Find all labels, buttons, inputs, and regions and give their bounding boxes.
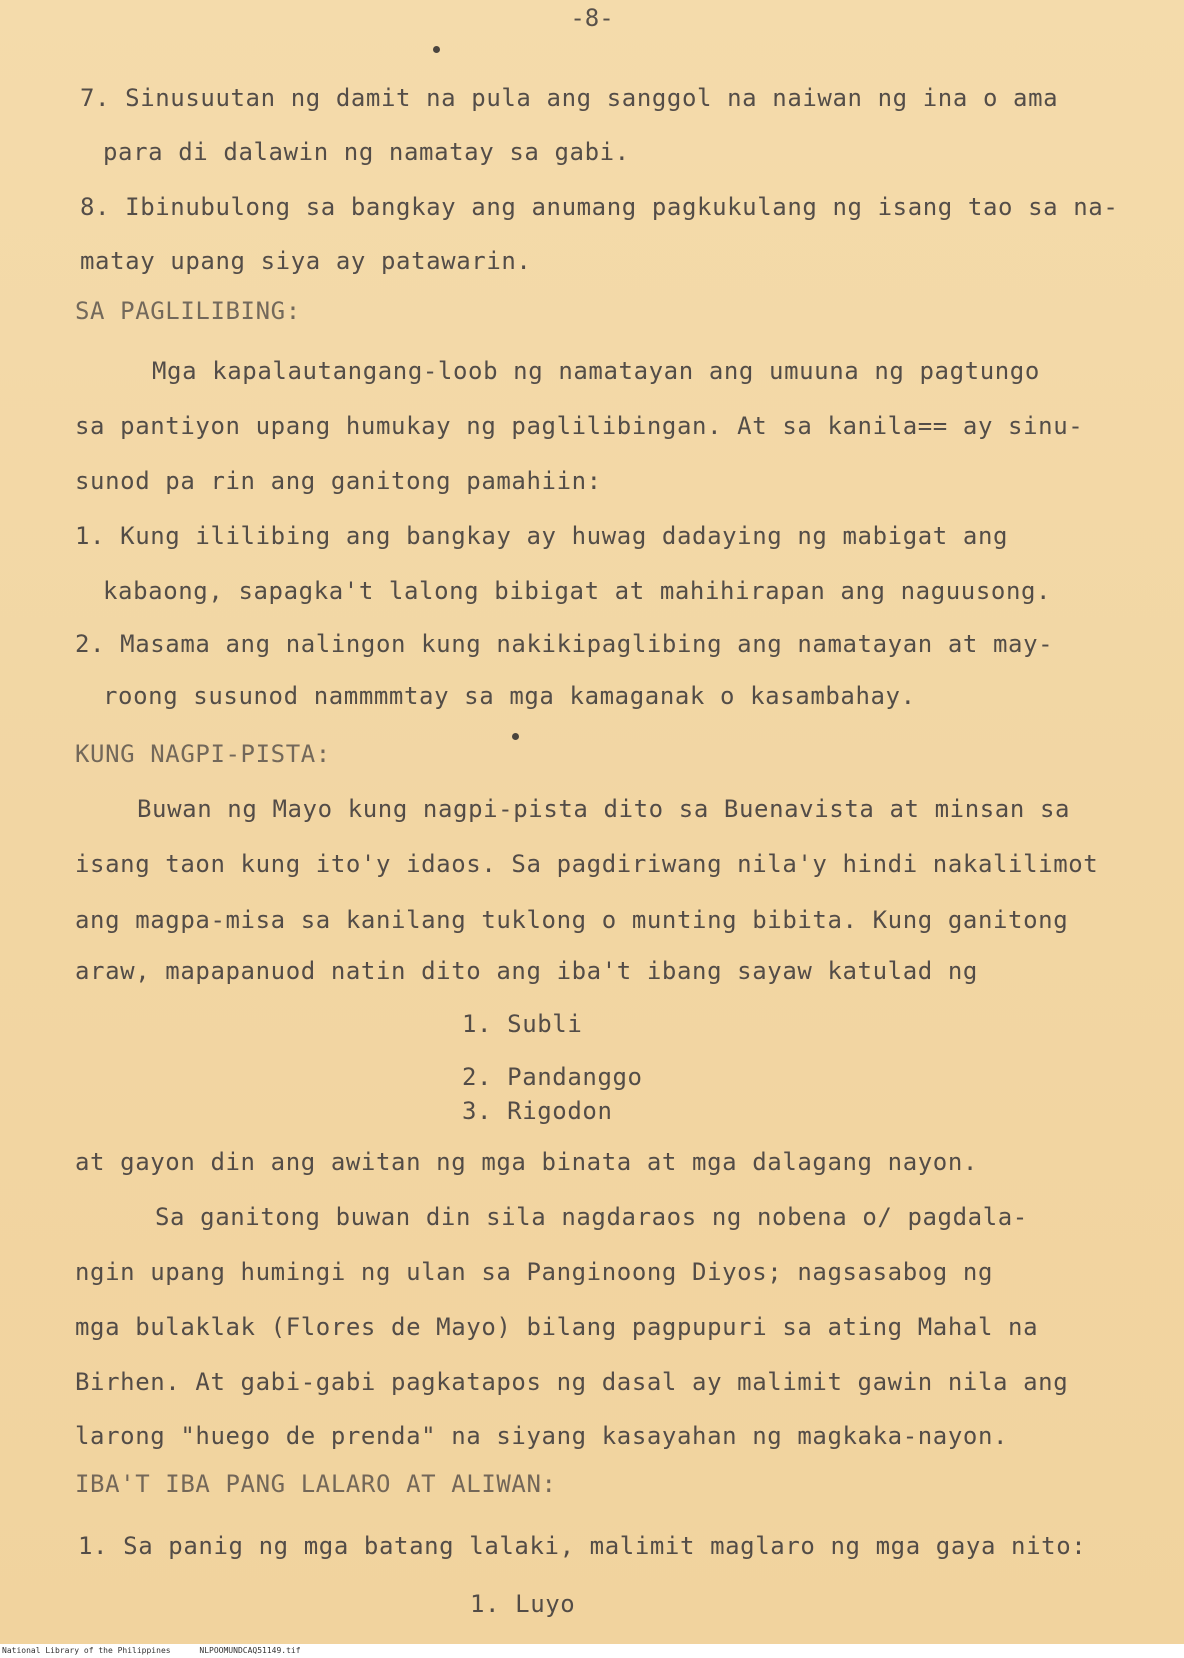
list-item: 1. Luyo — [470, 1590, 576, 1618]
text-line: sunod pa rin ang ganitong pamahiin: — [75, 467, 602, 495]
text-line: ang magpa-misa sa kanilang tuklong o munting bibita. Kung ganitong — [75, 906, 1069, 934]
text-line: 7. Sinusuutan ng damit na pula ang sanggol na naiwan ng ina o ama — [80, 84, 1059, 112]
text-line: ngin upang humingi ng ulan sa Panginoong Diyos; nagsasabog ng — [75, 1258, 994, 1286]
ink-dot — [512, 733, 519, 740]
ink-dot — [433, 46, 440, 53]
text-line: 2. Masama ang nalingon kung nakikipaglibing ang namatayan at may- — [75, 630, 1054, 658]
list-item-dance: 2. Pandanggo — [462, 1063, 643, 1091]
text-line: kabaong, sapagka't lalong bibigat at mahihirapan ang naguusong. — [103, 577, 1052, 605]
text-line: Birhen. At gabi-gabi pagkatapos ng dasal ay malimit gawin nila ang — [75, 1368, 1069, 1396]
section-heading: KUNG NAGPI-PISTA: — [75, 740, 331, 768]
section-heading: SA PAGLILIBING: — [75, 297, 301, 325]
section-heading: IBA'T IBA PANG LALARO AT ALIWAN: — [75, 1470, 557, 1498]
text-line: Sa ganitong buwan din sila nagdaraos ng nobena o/ pagdala- — [155, 1203, 1028, 1231]
text-line: 8. Ibinubulong sa bangkay ang anumang pagkukulang ng isang tao sa na- — [80, 193, 1119, 221]
text-line: Mga kapalautangang-loob ng namatayan ang umuuna ng pagtungo — [152, 357, 1040, 385]
text-line: larong "huego de prenda" na siyang kasayahan ng magkaka-nayon. — [75, 1422, 1009, 1450]
footer-source: National Library of the Philippines — [2, 1646, 171, 1655]
text-line: araw, mapapanuod natin dito ang iba't ibang sayaw katulad ng — [75, 957, 978, 985]
scan-footer — [0, 1644, 1184, 1658]
list-item-dance: 3. Rigodon — [462, 1097, 613, 1125]
text-line: Buwan ng Mayo kung nagpi-pista dito sa Buenavista at minsan sa — [137, 795, 1071, 823]
text-line: para di dalawin ng namatay sa gabi. — [103, 138, 630, 166]
text-line: 1. Kung ililibing ang bangkay ay huwag dadaying ng mabigat ang — [75, 522, 1009, 550]
text-line: sa pantiyon upang humukay ng paglilibingan. At sa kanila== ay sinu- — [75, 412, 1084, 440]
text-line: matay upang siya ay patawarin. — [80, 247, 532, 275]
list-item-dance: 1. Subli — [462, 1010, 583, 1038]
footer-filename: NLPOOMUNDCAQ51149.tif — [199, 1646, 301, 1655]
text-line: at gayon din ang awitan ng mga binata at mga dalagang nayon. — [75, 1148, 978, 1176]
text-line: mga bulaklak (Flores de Mayo) bilang pagpupuri sa ating Mahal na — [75, 1313, 1039, 1341]
text-line: roong susunod nammmmtay sa mga kamaganak o kasambahay. — [103, 682, 916, 710]
page-number: -8- — [570, 4, 614, 32]
text-line: isang taon kung ito'y idaos. Sa pagdiriwang nila'y hindi nakalilimot — [75, 850, 1099, 878]
text-line: 1. Sa panig ng mga batang lalaki, malimit maglaro ng mga gaya nito: — [78, 1532, 1087, 1560]
